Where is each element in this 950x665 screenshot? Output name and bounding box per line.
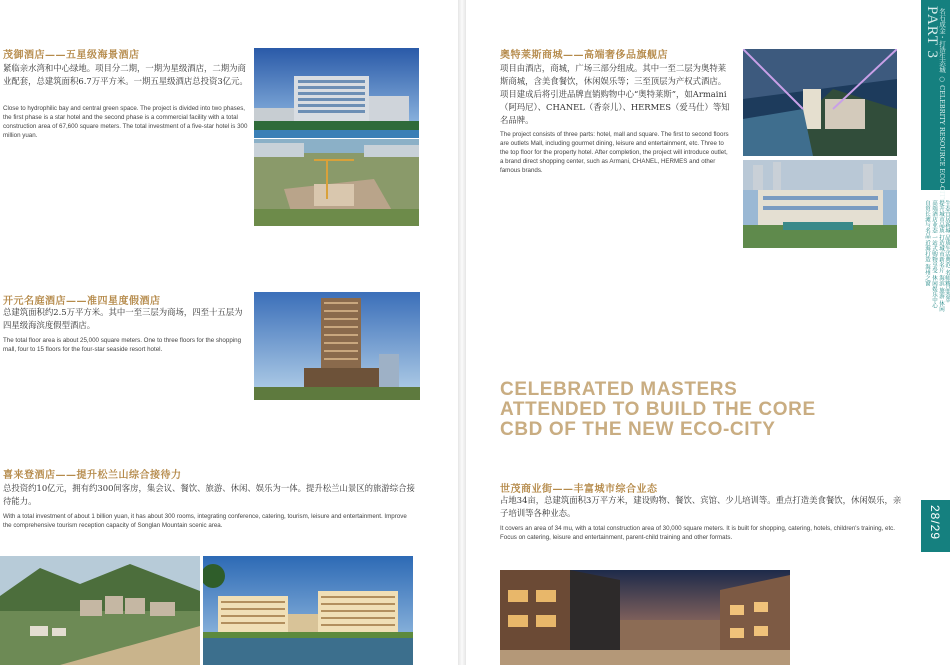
- toc-column-1: 自贸长滩与名品 近海打造 海州之窗: [924, 200, 930, 286]
- toc-column-2: 高端酒店业态 一站式购物享受 休闲娱乐中心: [931, 200, 937, 308]
- tagline-line-1: CELEBRATED MASTERS: [500, 379, 738, 400]
- kaiyuan-hotel-rendering: [254, 292, 420, 400]
- sheraton-hotel-heading: 喜来登酒店——提升松兰山综合接待力: [3, 470, 182, 481]
- outlets-mall-street-rendering: [743, 160, 897, 248]
- maoyu-hotel-cn-text: 紧临亲水湾和中心绿地。项目分二期，一期为星级酒店，二期为商业配套，总建筑面积6.7万平方米。一期五星级酒店总投资3亿元。: [3, 63, 248, 86]
- part-label: PART 3: [924, 6, 940, 60]
- shimao-street-en-text: It covers an area of 34 mu, with a total construction area of 30,000 square meters. It is built for shopping, catering, hotels, children's training, etc. Focus on catering, leisure and entertainment, parent-child training and other formats.: [500, 525, 895, 541]
- tagline-line-2: ATTENDED TO BUILD THE CORE: [500, 399, 816, 420]
- sheraton-hotel-rendering: [203, 556, 413, 665]
- page-number-tab: [921, 500, 950, 552]
- page-gutter: [458, 0, 466, 665]
- maoyu-hotel-heading: 茂御酒店——五星级海景酒店: [3, 50, 140, 61]
- outlets-mall-cn-text: 项目由酒店，商城，广场三部分组成。其中一至二层为奥特莱斯商城，含美食餐饮，休闲娱乐等；三至顶层为产权式酒店。项目建成后将引进品牌直销购物中心“奥特莱斯”，如Armaini（阿玛尼）、CHANEL（香奈儿）、HERMES（爱马仕）等知名品牌。: [500, 63, 730, 125]
- part-subtitle: 名石成金・打造生态城 ○ CELEBRITY RESOURCE ECO-CITY: [938, 8, 946, 203]
- maoyu-hotel-rendering: [254, 48, 419, 138]
- songlan-bay-aerial-photo: [0, 556, 200, 665]
- sheraton-hotel-cn-text: 总投资约10亿元，拥有约300间客房，集会议、餐饮、旅游、休闲、娱乐为一体。提升松兰山景区的旅游综合接待能力。: [3, 483, 415, 506]
- maoyu-hotel-en-text: Close to hydrophilic bay and central green space. The project is divided into two phases, the first phase is a star hotel and the second phase is a commercial facility with a total construction area of 67,600 square meters. The total investment of a five-star hotel is 300 million yuan.: [3, 105, 248, 139]
- tagline-line-3: CBD OF THE NEW ECO-CITY: [500, 419, 776, 440]
- sheraton-hotel-en-text: With a total investment of about 1 billion yuan, it has about 300 rooms, integrating conference, catering, tourism, leisure and entertainment. Improve the comprehensive tourism reception capacity of Songlan Mountain scenic area.: [3, 513, 407, 529]
- outlets-mall-heading: 奥特莱斯商城——高端奢侈品旗舰店: [500, 50, 668, 61]
- toc-column-4: 生态宜居新城 品质生活典范 名师精品荟萃: [944, 200, 950, 303]
- kaiyuan-hotel-heading: 开元名庭酒店——准四星度假酒店: [3, 296, 161, 307]
- kaiyuan-hotel-cn-text: 总建筑面积约2.5万平方米。其中一至三层为商场，四至十五层为四星级海滨度假型酒店。: [3, 307, 243, 330]
- page-number: 28/29: [928, 505, 942, 541]
- toc-column-3: 提升城市品质 打造城市新名片 海滨 旅游 休闲: [938, 200, 944, 312]
- shimao-street-rendering: [500, 570, 790, 665]
- outlets-mall-aerial-rendering: [743, 49, 897, 156]
- sidebar-toc: [921, 200, 950, 490]
- kaiyuan-hotel-en-text: The total floor area is about 25,000 square meters. One to three floors for the shopping mall, four to 15 floors for the four-star seaside resort hotel.: [3, 337, 242, 353]
- outlets-mall-en-text: The project consists of three parts: hotel, mall and square. The first to second floors are outlets Mall, including gourmet dining, leisure and entertainment, etc. Three to the top floor for the property hotel. After completion, the project will introduce outlet, a brand direct shopping center, such as Armani, CHANEL, HERMES and other famous brands.: [500, 131, 729, 174]
- maoyu-construction-photo: [254, 139, 419, 226]
- shimao-street-heading: 世茂商业街——丰富城市综合业态: [500, 484, 658, 495]
- part-tab: [921, 0, 950, 203]
- core-cbd-tagline: [500, 380, 816, 440]
- chapter-sidebar: [921, 0, 950, 665]
- shimao-street-cn-text: 占地34亩，总建筑面积3万平方米，建设购物、餐饮、宾馆、少儿培训等。重点打造美食餐饮，休闲娱乐，亲子培训等各种业态。: [500, 495, 902, 518]
